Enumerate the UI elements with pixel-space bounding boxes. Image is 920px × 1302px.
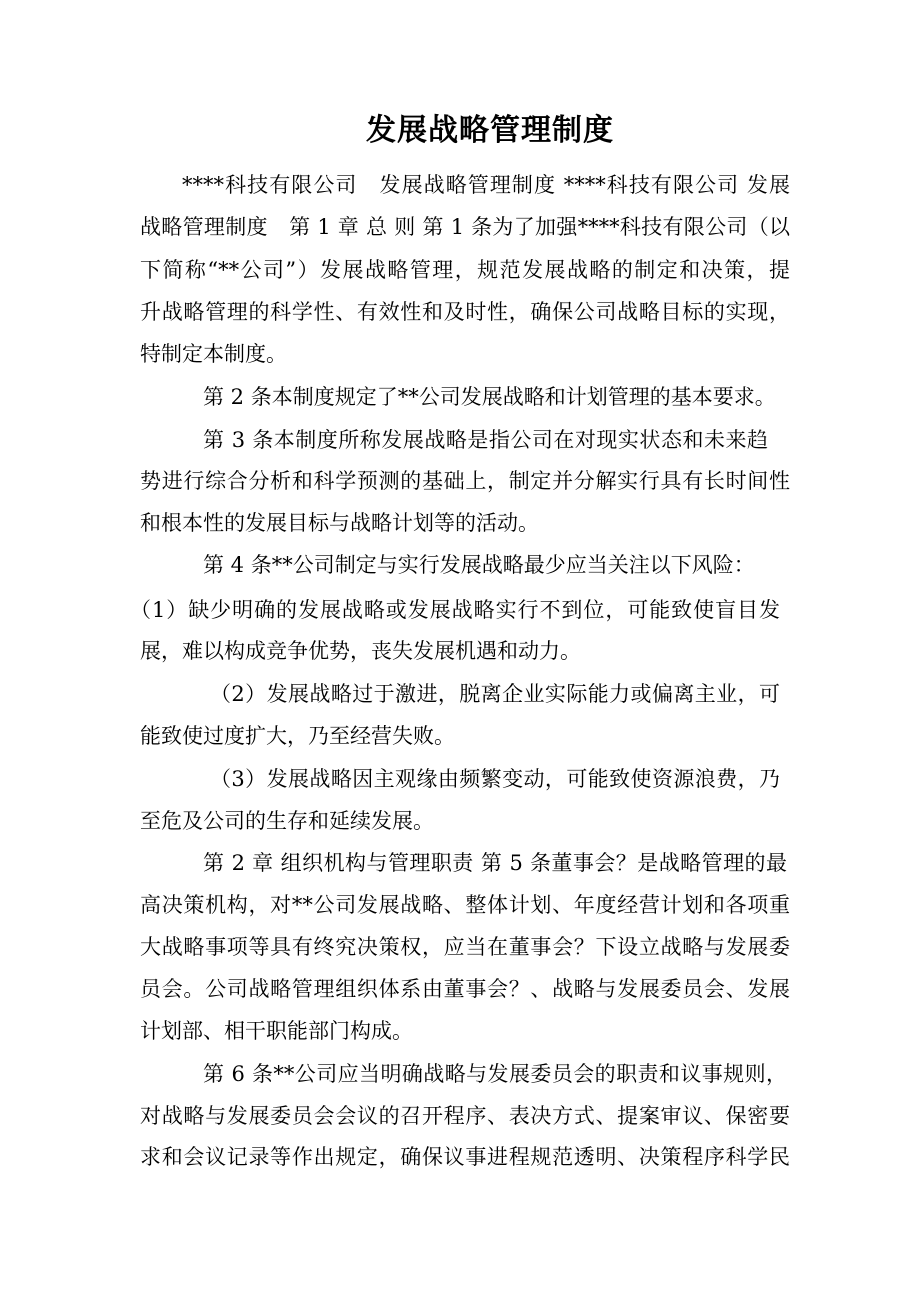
article-6-line-1: 第 6 条**公司应当明确战略与发展委员会的职责和议事规则， [203,1062,787,1086]
risk-3-line-2: 至危及公司的生存和延续发展。 [140,809,434,833]
chapter-2-line-3: 大战略事项等具有终究决策权，应当在董事会？下设立战略与发展委 [140,935,790,959]
chapter-2-line-5: 计划部、相干职能部门构成。 [140,1019,413,1043]
chapter-2-line-4: 员会。公司战略管理组织体系由董事会？、战略与发展委员会、发展 [140,977,790,1001]
paragraph-1-line-2: 战略管理制度 第 1 章 总 则 第 1 条为了加强****科技有限公司（以 [140,215,790,239]
article-6-line-3: 求和会议记录等作出规定，确保议事进程规范透明、决策程序科学民 [140,1145,790,1169]
risk-1-line-1: （1）缺少明确的发展战略或发展战略实行不到位，可能致使盲目发 [130,598,780,622]
paragraph-1-line-1: ****科技有限公司 发展战略管理制度 ****科技有限公司 发展 [182,173,790,197]
article-2-line-1: 第 2 条本制度规定了**公司发展战略和计划管理的基本要求。 [203,385,776,409]
article-6-line-2: 对战略与发展委员会会议的召开程序、表决方式、提案审议、保密要 [140,1104,790,1128]
paragraph-1-line-5: 特制定本制度。 [140,342,287,366]
article-3-line-3: 和根本性的发展目标与战略计划等的活动。 [140,511,539,535]
risk-2-line-1: （2）发展战略过于激进，脱离企业实际能力或偏离主业，可 [210,682,780,706]
document-title: 发展战略管理制度 [366,113,614,148]
paragraph-1-line-4: 升战略管理的科学性、有效性和及时性，确保公司战略目标的实现， [140,300,790,324]
article-3-line-1: 第 3 条本制度所称发展战略是指公司在对现实状态和未来趋 [203,428,768,452]
article-3-line-2: 势进行综合分析和科学预测的基础上，制定并分解实行具有长时间性 [140,469,790,493]
paragraph-1-line-3: 下简称“**公司”）发展战略管理，规范发展战略的制定和决策，提 [140,258,790,282]
article-4-line-1: 第 4 条**公司制定与实行发展战略最少应当关注以下风险： [203,553,755,577]
risk-3-line-1: （3）发展战略因主观缘由频繁变动，可能致使资源浪费，乃 [210,767,780,791]
chapter-2-line-2: 高决策机构，对**公司发展战略、整体计划、年度经营计划和各项重 [140,893,790,917]
risk-2-line-2: 能致使过度扩大，乃至经营失败。 [140,724,455,748]
risk-1-line-2: 展，难以构成竞争优势，丧失发展机遇和动力。 [140,639,581,663]
chapter-2-line-1: 第 2 章 组织机构与管理职责 第 5 条董事会？是战略管理的最 [203,851,787,875]
